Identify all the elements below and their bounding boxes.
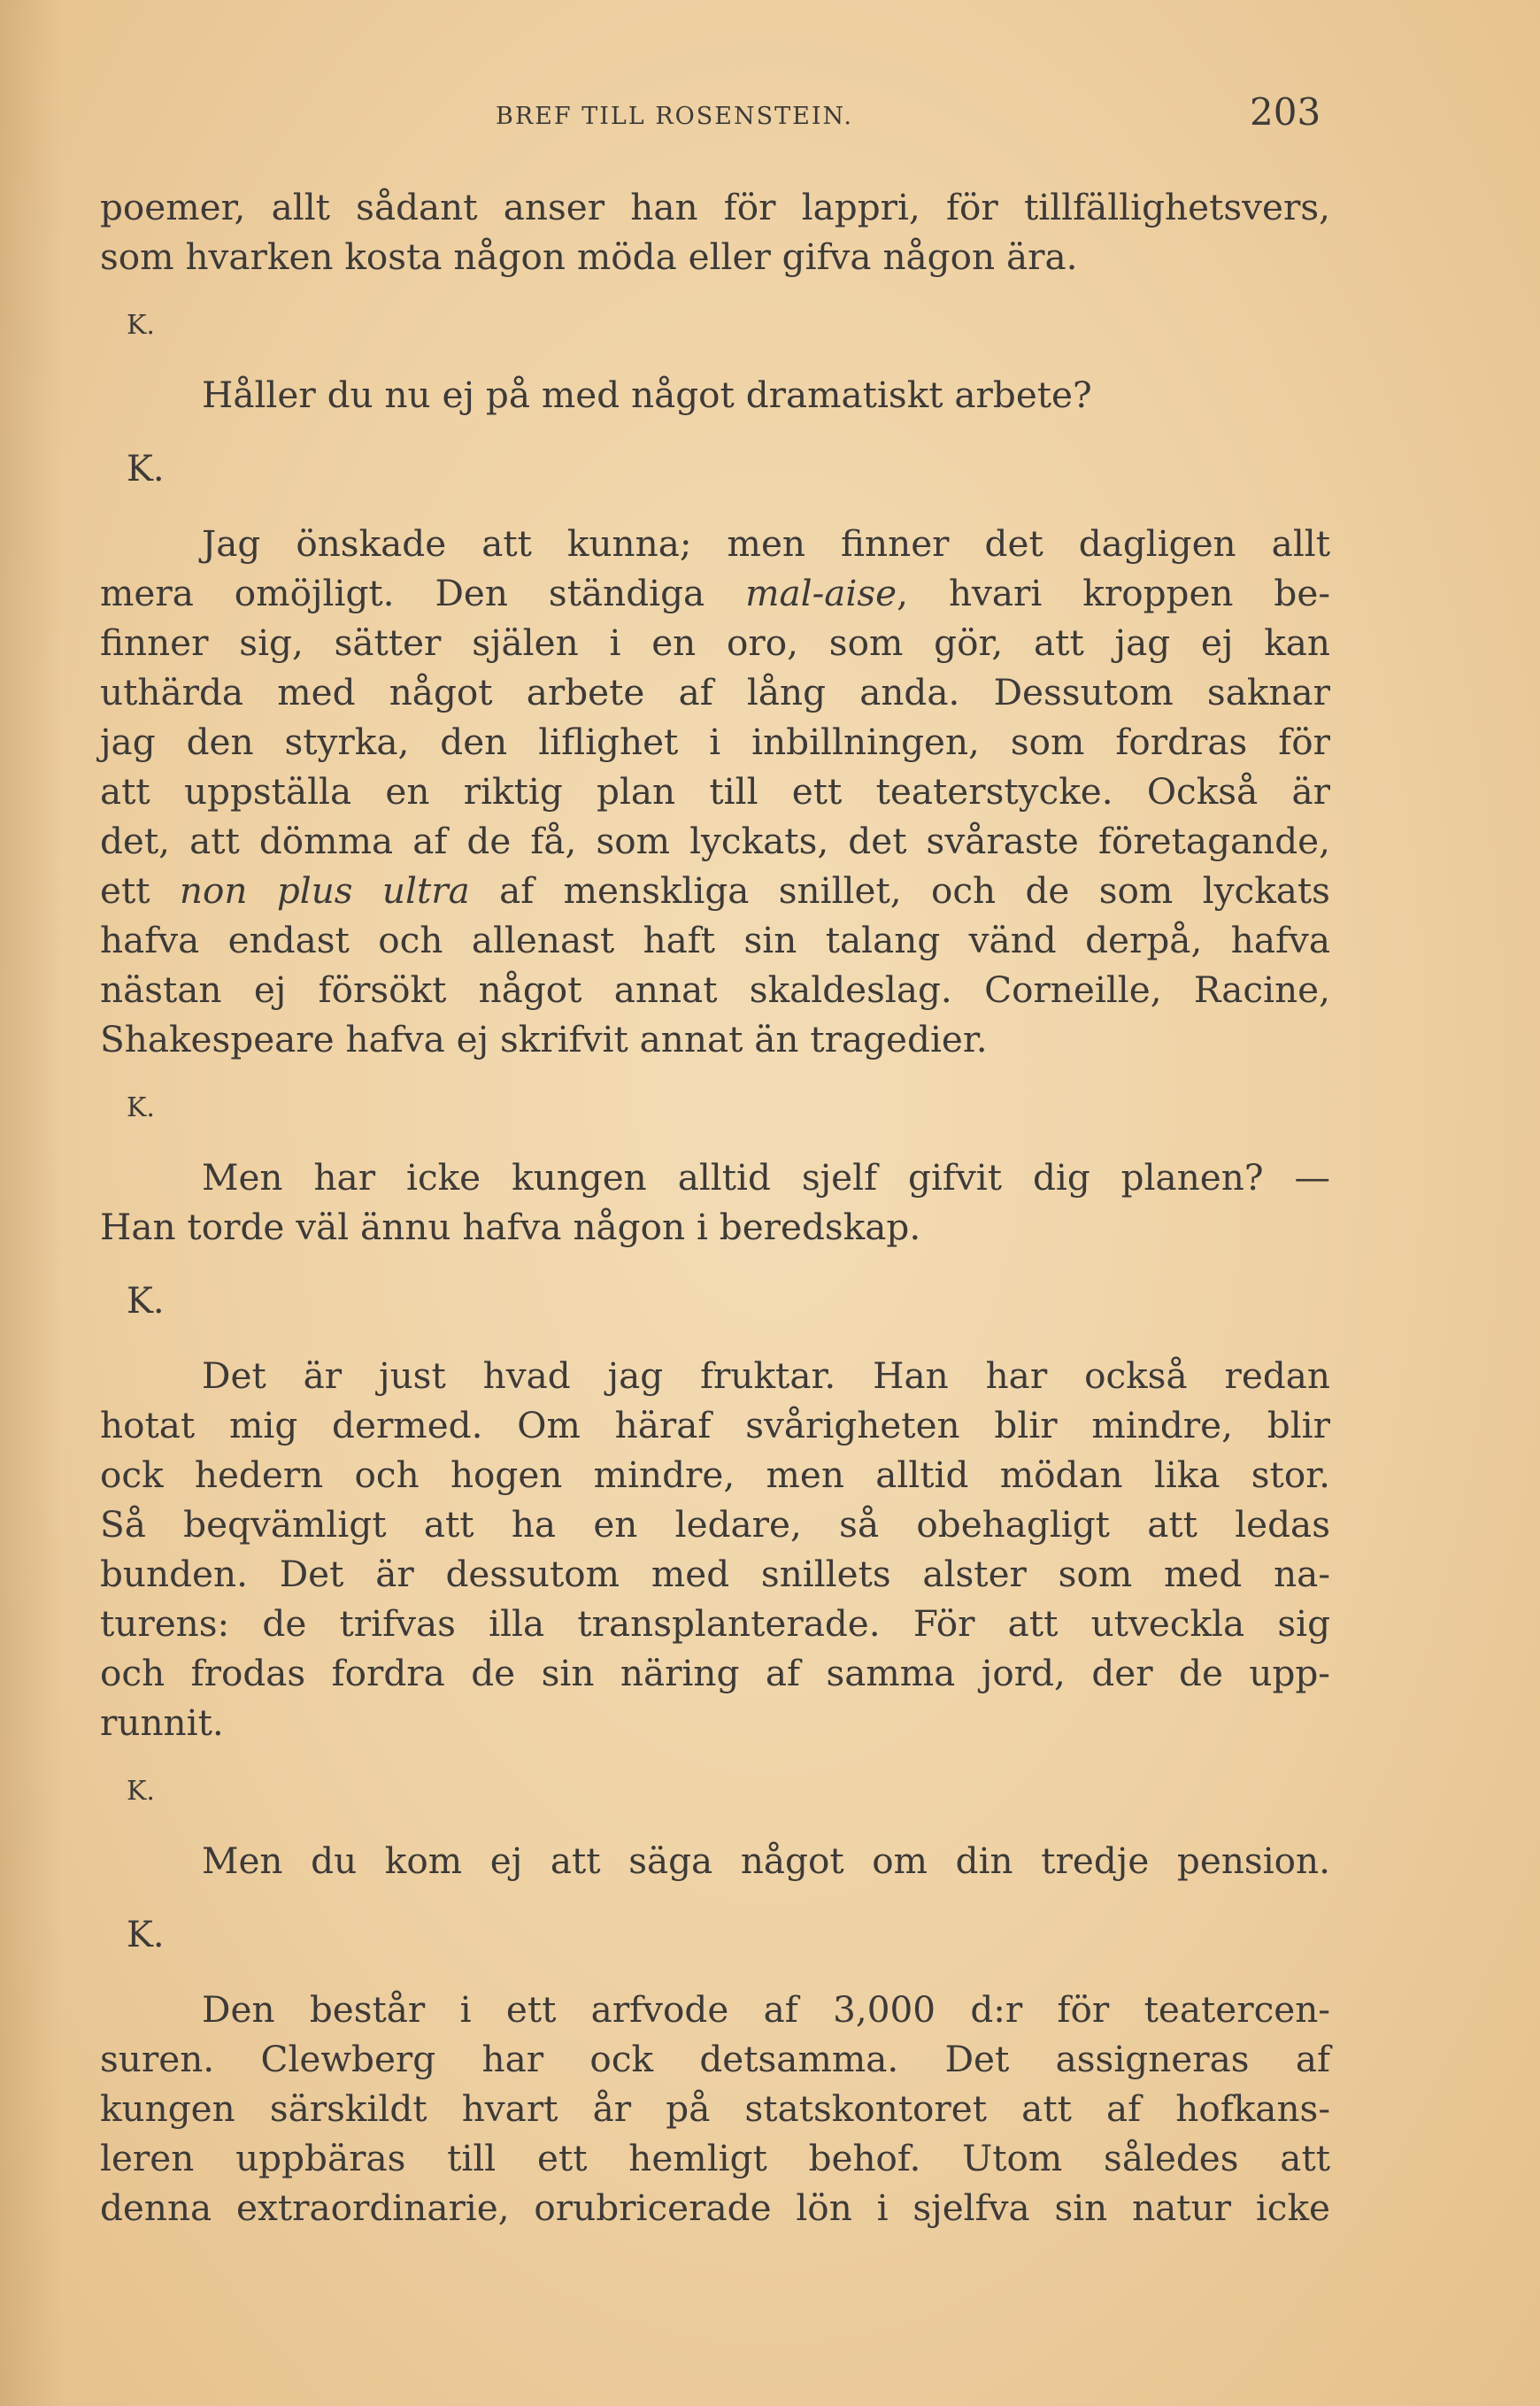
speaker-label: K. <box>127 1776 155 1807</box>
paragraph-answer-3 <box>100 1985 1330 2232</box>
text-line: finner sig, sätter själen i en oro, som gör, att jag ej kan <box>100 621 1330 664</box>
text-line: leren uppbäras till ett hemligt behof. Utom således att <box>100 2137 1330 2179</box>
text-span: af menskliga snillet, och de som lyckats <box>469 869 1330 912</box>
text-line: ock hedern och hogen mindre, men alltid mödan lika stor. <box>100 1454 1330 1496</box>
text-span: ett <box>100 869 180 912</box>
text-line: runnit. <box>100 1701 224 1744</box>
text-line: Men har icke kungen alltid sjelf gifvit dig planen? — <box>202 1156 1330 1199</box>
text-line: turens: de trifvas illa transplanterade. För att utveckla sig <box>100 1602 1330 1645</box>
text-line: Det är just hvad jag fruktar. Han har också redan <box>202 1354 1330 1397</box>
speaker-label: K. <box>127 1281 165 1322</box>
page-edge-shadow <box>0 0 62 2406</box>
text-line: och frodas fordra de sin näring af samma jord, der de upp- <box>100 1652 1330 1694</box>
text-line: denna extraordinarie, orubricerade lön i sjelfva sin natur icke <box>100 2186 1330 2229</box>
running-title: BREF TILL ROSENSTEIN. <box>496 103 853 130</box>
speaker-label: K. <box>127 310 155 341</box>
text-line: jag den styrka, den liflighet i inbillningen, som fordras för <box>100 721 1330 763</box>
speaker-label: K. <box>127 1915 165 1955</box>
paragraph-question-3 <box>100 1836 1330 1885</box>
text-line: Jag önskade att kunna; men finner det dagligen allt <box>202 522 1330 565</box>
paragraph-question-1 <box>100 370 1330 420</box>
text-line: det, att dömma af de få, som lyckats, det svåraste företagande, <box>100 820 1330 862</box>
italic-term: non plus ultra <box>179 869 470 912</box>
page-text <box>100 182 1330 2232</box>
text-line: Håller du nu ej på med något dramatiskt arbete? <box>202 374 1092 416</box>
text-line: bunden. Det är dessutom med snillets alster som med na- <box>100 1553 1330 1595</box>
text-line: Men du kom ej att säga något om din tredje pension. <box>202 1839 1330 1882</box>
text-line: hotat mig dermed. Om häraf svårigheten blir mindre, blir <box>100 1404 1330 1446</box>
paragraph-continuation <box>100 182 1330 281</box>
running-header <box>0 90 1540 143</box>
text-line: Shakespeare hafva ej skrifvit annat än tragedier. <box>100 1018 988 1060</box>
text-line: poemer, allt sådant anser han för lappri, för tillfällighetsvers, <box>100 186 1330 228</box>
text-line: Så beqvämligt att ha en ledare, så obehagligt att ledas <box>100 1503 1330 1546</box>
text-line: att uppställa en riktig plan till ett teaterstycke. Också är <box>100 770 1330 813</box>
text-line <box>100 568 1330 618</box>
text-line: hafva endast och allenast haft sin talang vänd derpå, hafva <box>100 919 1330 961</box>
text-line: Den består i ett arfvode af 3,000 d:r för teatercen- <box>202 1988 1330 2031</box>
speaker-label: K. <box>127 449 165 490</box>
text-line: suren. Clewberg har ock detsamma. Det assigneras af <box>100 2038 1330 2080</box>
text-line: kungen särskildt hvart år på statskontoret att af hofkans- <box>100 2087 1330 2130</box>
paragraph-answer-2 <box>100 1351 1330 1747</box>
text-line: Han torde väl ännu hafva någon i beredskap. <box>100 1206 921 1248</box>
text-span: , hvari kroppen be- <box>897 572 1331 614</box>
speaker-label: K. <box>127 1092 155 1123</box>
text-span: mera omöjligt. Den ständiga <box>100 572 746 614</box>
paragraph-answer-1 <box>100 519 1330 1064</box>
text-line: uthärda med något arbete af lång anda. Dessutom saknar <box>100 671 1330 713</box>
text-line: nästan ej försökt något annat skaldeslag. Corneille, Racine, <box>100 968 1330 1011</box>
paragraph-question-2 <box>100 1153 1330 1252</box>
text-line: som hvarken kosta någon möda eller gifva någon ära. <box>100 235 1078 278</box>
italic-term: mal-aise <box>745 572 897 614</box>
text-line <box>100 866 1330 915</box>
page-number: 203 <box>1250 90 1321 134</box>
